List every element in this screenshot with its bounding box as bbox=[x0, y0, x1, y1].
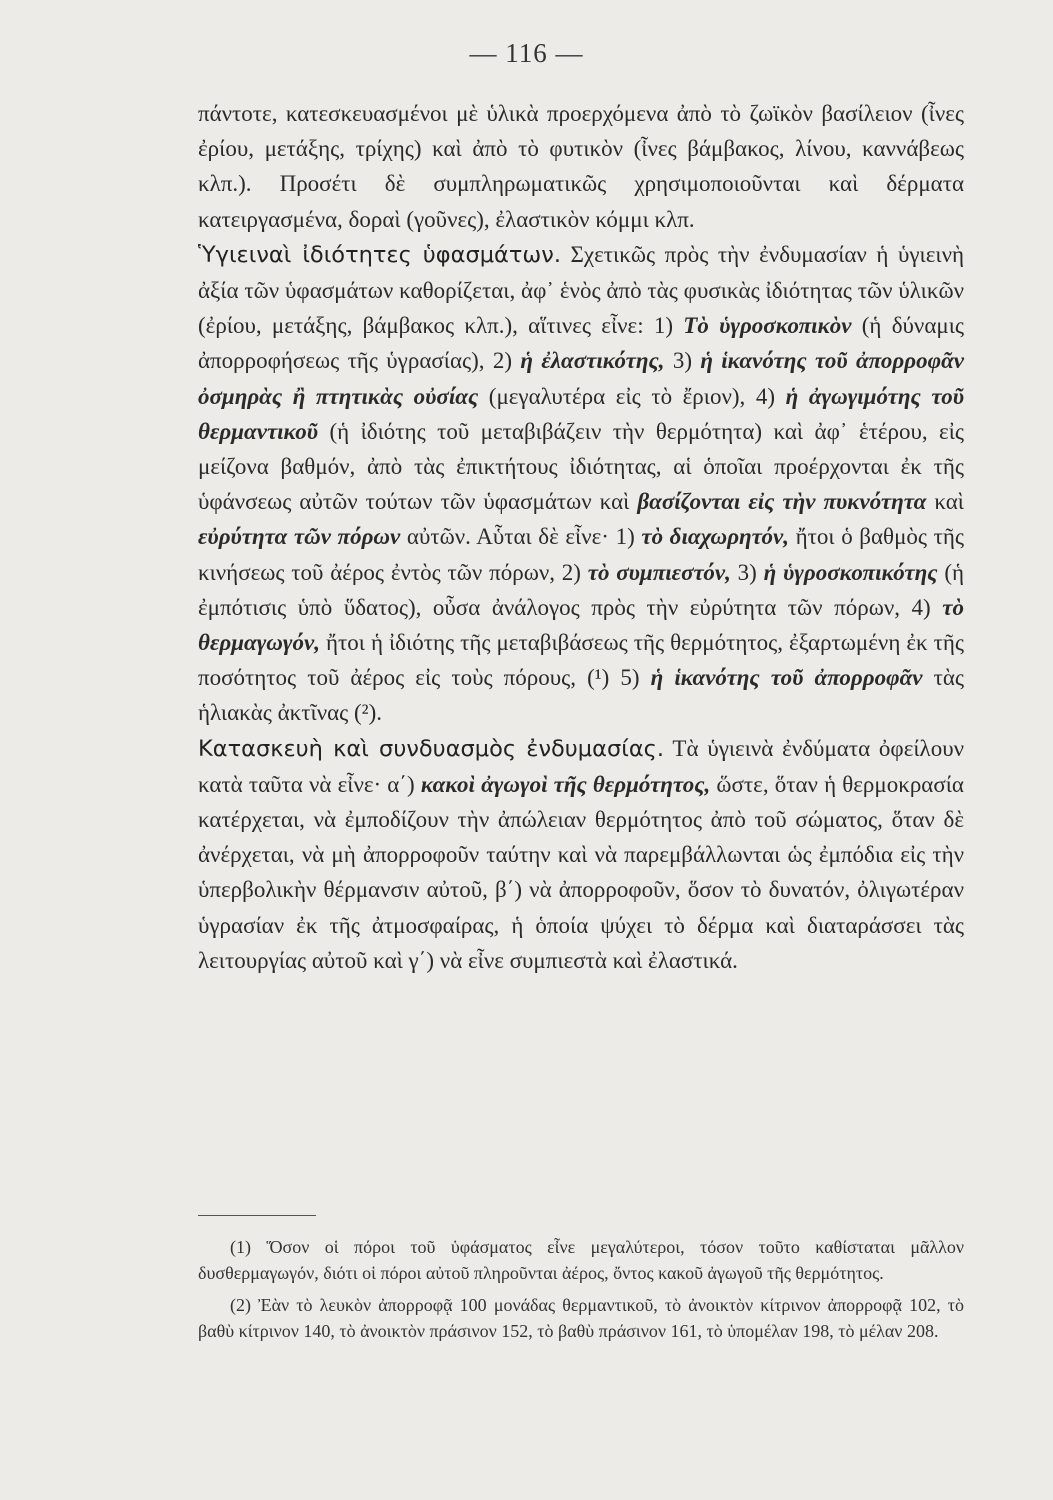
text-span: τὰς ἡλιακὰς ἀκτῖνας (²). bbox=[198, 665, 964, 726]
text-span: (ἡ δύναμις ἀπορροφήσεως τῆς ὑγρασίας), 2) bbox=[198, 313, 965, 374]
emphasis-term: ἡ ἐλαστικότης, bbox=[520, 348, 665, 374]
footnotes bbox=[198, 1234, 964, 1350]
main-text bbox=[198, 96, 964, 978]
emphasis-term: τὸ συμπιεστόν, bbox=[587, 559, 731, 585]
text-span: Τὰ ὑγιεινὰ ἐνδύματα ὀφείλουν κατὰ ταῦτα νὰ εἶνε· α΄) bbox=[198, 735, 964, 797]
emphasis-term: τὸ θερμαγωγόν, bbox=[198, 594, 964, 656]
emphasis-term: ἡ ἱκανότης τοῦ ἀπορροφᾶν bbox=[650, 665, 923, 691]
text-span: Σχετικῶς πρὸς τὴν ἐνδυμασίαν ἡ ὑγιεινὴ ἀξία τῶν ὑφασμάτων καθορίζεται, ἀφ᾽ ἑνὸς ἀπὸ τὰς φυσικὰς ἰδιότητας τῶν ὑλικῶν (ἐρίου, μετάξης, βάμβακος κλπ.), αἵτινες εἶνε: 1) bbox=[198, 241, 964, 339]
text-span: (ἡ ἰδιότης τοῦ μεταβιβάζειν τὴν θερμότητα) καὶ ἀφ᾽ ἑτέρου, εἰς μείζονα βαθμόν, ἀπὸ τὰς ἐπικτήτους ἰδιότητας, αἱ ὁποῖαι προέρχονται ἐκ τῆς ὑφάνσεως αὐτῶν τούτων τῶν ὑφασμάτων καὶ bbox=[198, 418, 964, 515]
emphasis-term: ἡ ὑγροσκοπικότης bbox=[763, 559, 938, 585]
emphasis-term: ἡ ἱκανότης τοῦ ἀπορροφᾶν ὀσμηρὰς ἢ πτητικὰς οὐσίας bbox=[198, 348, 964, 409]
text-span: ἤτοι ἡ ἰδιότης τῆς μεταβιβάσεως τῆς θερμότητος, ἐξαρτωμένη ἐκ τῆς ποσότητος τοῦ ἀέρος εἰς τοὺς πόρους, (¹) 5) bbox=[198, 630, 964, 691]
emphasis-term: κακοὶ ἀγωγοὶ τῆς θερμότητος, bbox=[420, 771, 711, 797]
page-number: — 116 — bbox=[469, 38, 584, 68]
footnote-2: (2) Ἐὰν τὸ λευκὸν ἀπορροφᾷ 100 μονάδας θερμαντικοῦ, τὸ ἀνοικτὸν κίτρινον ἀπορροφᾷ 102, τὸ βαθὺ κίτρινον 140, τὸ ἀνοικτὸν πράσινον 152, τὸ βαθὺ πράσινον 161, τὸ ὑπομέλαν 198, τὸ μέλαν 208. bbox=[198, 1295, 964, 1341]
footnote-divider bbox=[198, 1215, 316, 1216]
text-span: 3) bbox=[730, 559, 764, 585]
emphasis-term: τὸ διαχωρητόν, bbox=[641, 524, 790, 550]
paragraph-hygienic-properties bbox=[198, 237, 964, 731]
section-heading-hygienic-properties: Ὑγιειναὶ ἰδιότητες ὑφασμάτων. bbox=[198, 241, 561, 268]
text-span: (ἡ ἐμπότισις ὑπὸ ὕδατος), οὖσα ἀνάλογος πρὸς τὴν εὐρύτητα τῶν πόρων, 4) bbox=[198, 559, 965, 620]
text-span: καὶ bbox=[926, 489, 964, 515]
emphasis-term: βασίζονται εἰς τὴν πυκνότητα bbox=[637, 489, 927, 515]
footnote-1: (1) Ὅσον οἱ πόροι τοῦ ὑφάσματος εἶνε μεγαλύτεροι, τόσον τοῦτο καθίσταται μᾶλλον δυσθερμαγωγόν, διότι οἱ πόροι αὐτοῦ πληροῦνται ἀέρος, ὄντος κακοῦ ἀγωγοῦ τῆς θερμότητος. bbox=[198, 1237, 964, 1283]
text-span: ὥστε, ὅταν ἡ θερμοκρασία κατέρχεται, νὰ ἐμποδίζουν τὴν ἀπώλειαν θερμότητος ἀπὸ τοῦ σώματος, ὅταν δὲ ἀνέρχεται, νὰ μὴ ἀπορροφοῦν ταύτην καὶ νὰ παρεμβάλλωνται ὡς ἐμπόδια εἰς τὴν ὑπερβολικὴν θέρμανσιν αὐτοῦ, β΄) νὰ ἀπορροφοῦν, ὅσον τὸ δυνατόν, ὀλιγωτέραν ὑγρασίαν ἐκ τῆς ἀτμοσφαίρας, ἡ ὁποία ψύχει τὸ δέρμα καὶ διαταράσσει τὰς λειτουργίας αὐτοῦ καὶ γ΄) νὰ εἶνε συμπιεστὰ καὶ ἐλαστικά. bbox=[198, 771, 964, 973]
paragraph-intro: πάντοτε, κατεσκευασμένοι μὲ ὑλικὰ προερχόμενα ἀπὸ τὸ ζωϊκὸν βασίλειον (ἶνες ἐρίου, μετάξης, τρίχης) καὶ ἀπὸ τὸ φυτικὸν (ἶνες βάμβακος, λίνου, καννάβεως κλπ.). Προσέτι δὲ συμπληρωματικῶς χρησιμοποιοῦνται καὶ δέρματα κατειργασμένα, δοραὶ (γοῦνες), ἐλαστικὸν κόμμι κλπ. bbox=[198, 101, 964, 232]
emphasis-term: εὐρύτητα τῶν πόρων bbox=[198, 524, 401, 550]
paragraph-construction bbox=[198, 731, 964, 978]
text-span: αὐτῶν. Αὗται δὲ εἶνε· 1) bbox=[400, 524, 642, 550]
section-heading-construction: Κατασκευὴ καὶ συνδυασμὸς ἐνδυμασίας. bbox=[198, 735, 665, 762]
emphasis-term: ἡ ἀγωγιμότης τοῦ θερμαντικοῦ bbox=[198, 383, 964, 444]
emphasis-term: Τὸ ὑγροσκοπικὸν bbox=[683, 313, 852, 339]
text-span: ἤτοι ὁ βαθμὸς τῆς κινήσεως τοῦ ἀέρος ἐντὸς τῶν πόρων, 2) bbox=[198, 524, 965, 585]
text-span: (μεγαλυτέρα εἰς τὸ ἔριον), 4) bbox=[478, 383, 786, 409]
text-span: 3) bbox=[664, 348, 701, 374]
